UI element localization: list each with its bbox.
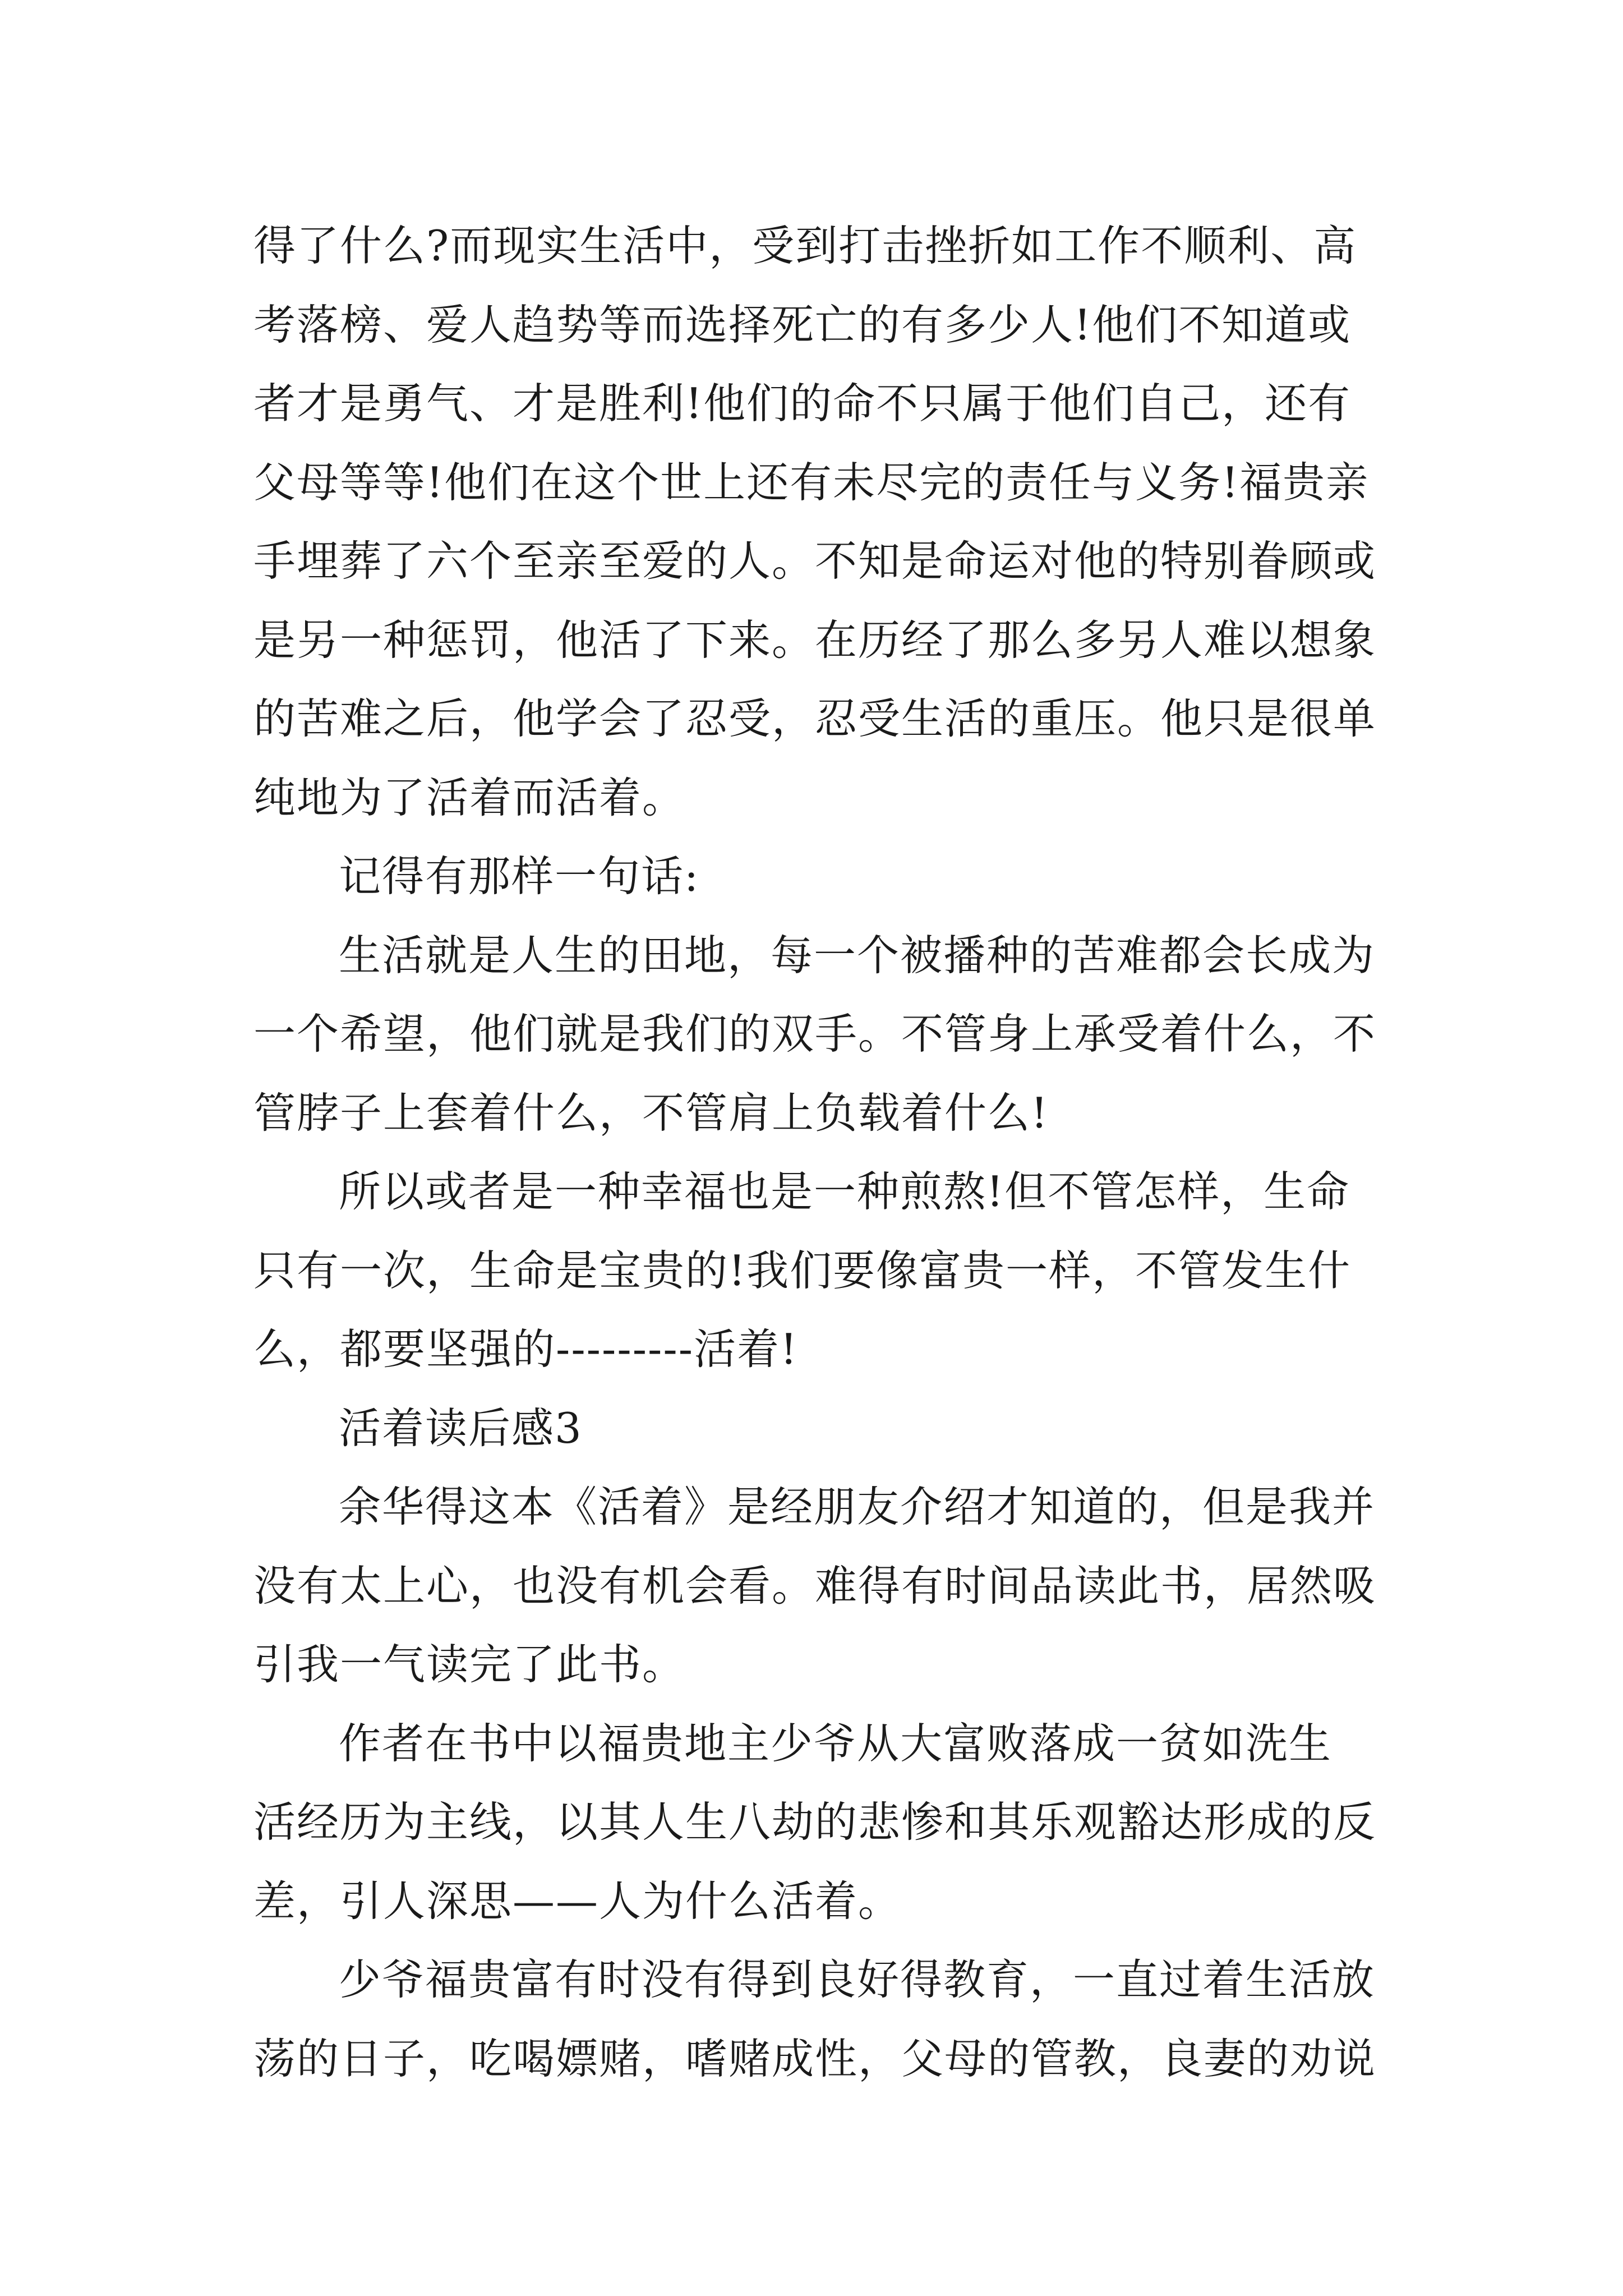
text-line-14: 只有一次，生命是宝贵的!我们要像富贵一样，不管发生什 (253, 1245, 1352, 1295)
text-line-17: 余华得这本《活着》是经朋友介绍才知道的，但是我并 (339, 1482, 1376, 1531)
text-line-4: 父母等等!他们在这个世上还有未尽完的责任与义务!福贵亲 (253, 457, 1370, 507)
text-line-11: 一个希望，他们就是我们的双手。不管身上承受着什么，不 (253, 1009, 1377, 1059)
text-line-20: 作者在书中以福贵地主少爷从大富败落成一贫如洗生 (339, 1718, 1332, 1768)
text-line-1: 得了什么?而现实生活中，受到打击挫折如工作不顺利、高 (253, 221, 1357, 270)
text-line-22: 差，引人深思——人为什么活着。 (253, 1876, 902, 1926)
text-line-19: 引我一气读完了此书。 (253, 1640, 686, 1689)
section-heading: 活着读后感3 (339, 1403, 583, 1453)
text-line-3: 者才是勇气、才是胜利!他们的命不只属于他们自己，还有 (253, 379, 1352, 428)
text-line-24: 荡的日子，吃喝嫖赌，嗜赌成性，父母的管教，良妻的劝说 (253, 2033, 1377, 2083)
text-line-10: 生活就是人生的田地，每一个被播种的苦难都会长成为 (339, 930, 1376, 980)
text-line-6: 是另一种惩罚，他活了下来。在历经了那么多另人难以想象 (253, 615, 1377, 665)
text-line-9: 记得有那样一句话: (339, 852, 700, 901)
text-line-5: 手埋葬了六个至亲至爱的人。不知是命运对他的特别眷顾或 (253, 536, 1377, 586)
text-line-8: 纯地为了活着而活着。 (253, 772, 686, 822)
text-line-18: 没有太上心，也没有机会看。难得有时间品读此书，居然吸 (253, 1561, 1377, 1611)
text-line-21: 活经历为主线，以其人生八劫的悲惨和其乐观豁达形成的反 (253, 1797, 1377, 1847)
text-line-13: 所以或者是一种幸福也是一种煎熬!但不管怎样，生命 (339, 1167, 1350, 1216)
body-text (253, 206, 1392, 2098)
text-line-23: 少爷福贵富有时没有得到良好得教育，一直过着生活放 (339, 1955, 1376, 2004)
text-line-15: 么，都要坚强的---------活着! (253, 1324, 799, 1374)
text-line-7: 的苦难之后，他学会了忍受，忍受生活的重压。他只是很单 (253, 694, 1377, 743)
text-line-12: 管脖子上套着什么，不管肩上负载着什么! (253, 1088, 1049, 1138)
text-line-2: 考落榜、爱人趋势等而选择死亡的有多少人!他们不知道或 (253, 300, 1352, 349)
